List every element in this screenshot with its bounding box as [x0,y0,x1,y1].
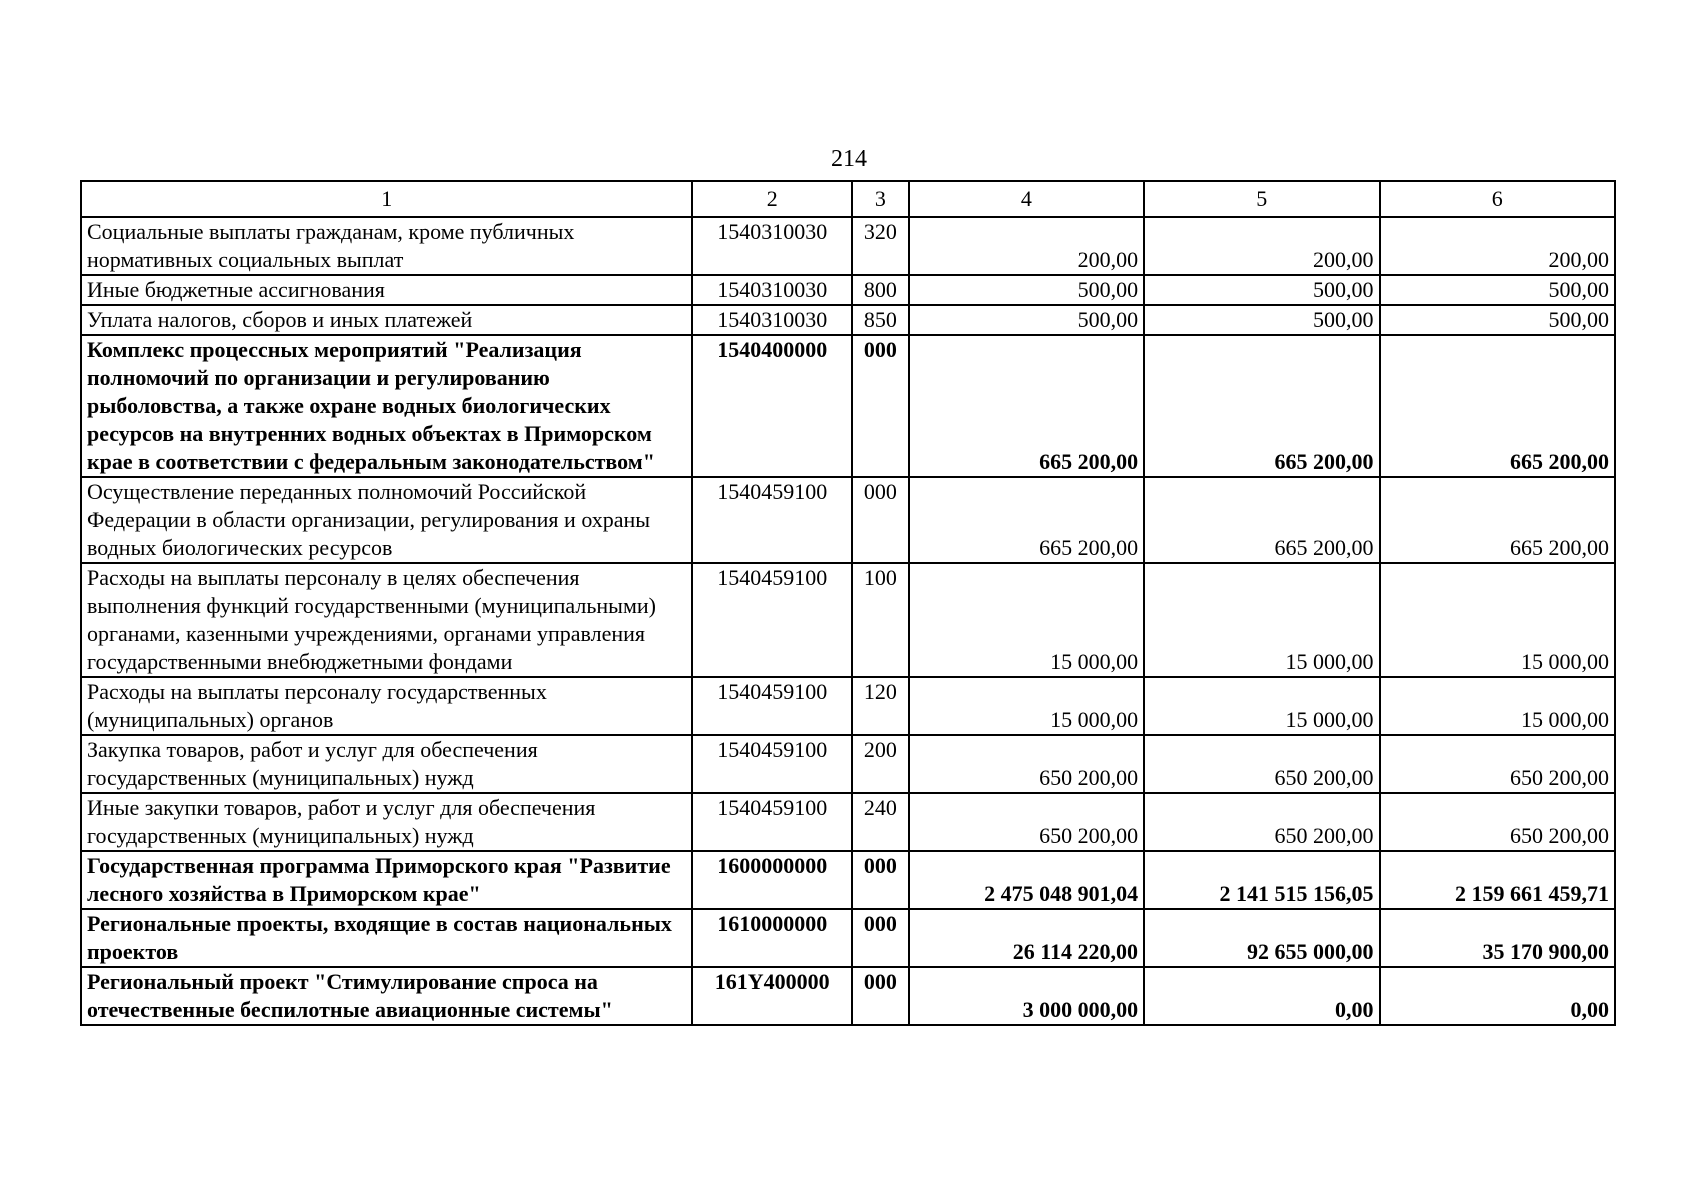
row-value-col5-cell: 15 000,00 [1144,563,1379,677]
row-value-col5-cell: 665 200,00 [1144,477,1379,563]
row-name-cell: Уплата налогов, сборов и иных платежей [81,305,692,335]
table-row [81,217,1615,275]
table-row [81,477,1615,563]
row-value-col4-cell: 665 200,00 [909,477,1144,563]
row-value-col5-cell: 200,00 [1144,217,1379,275]
row-name-cell: Комплекс процессных мероприятий "Реализация полномочий по организации и регулированию рыболовства, а также охране водных биологических ресурсов на внутренних водных объектах в Приморском крае в соответствии с федеральным законодательством" [81,335,692,477]
table-row [81,967,1615,1025]
row-name-cell: Закупка товаров, работ и услуг для обеспечения государственных (муниципальных) нужд [81,735,692,793]
row-name-cell: Иные бюджетные ассигнования [81,275,692,305]
row-name-cell: Расходы на выплаты персоналу в целях обеспечения выполнения функций государственными (муниципальными) органами, казенными учреждениями, органами управления государственными внебюджетными фондами [81,563,692,677]
row-name-cell: Региональные проекты, входящие в состав национальных проектов [81,909,692,967]
row-code-cell: 161Y400000 [692,967,852,1025]
row-value-col5-cell: 650 200,00 [1144,735,1379,793]
row-value-col4-cell: 650 200,00 [909,793,1144,851]
row-value-col6-cell: 200,00 [1380,217,1615,275]
row-name-cell: Региональный проект "Стимулирование спроса на отечественные беспилотные авиационные системы" [81,967,692,1025]
row-expense-type-cell: 100 [852,563,909,677]
row-code-cell: 1540310030 [692,217,852,275]
column-header: 6 [1380,181,1615,217]
row-value-col5-cell: 665 200,00 [1144,335,1379,477]
row-value-col6-cell: 0,00 [1380,967,1615,1025]
row-expense-type-cell: 000 [852,335,909,477]
row-value-col5-cell: 500,00 [1144,275,1379,305]
row-expense-type-cell: 320 [852,217,909,275]
row-value-col4-cell: 500,00 [909,275,1144,305]
row-value-col6-cell: 665 200,00 [1380,477,1615,563]
row-expense-type-cell: 120 [852,677,909,735]
row-code-cell: 1610000000 [692,909,852,967]
budget-table [80,180,1616,1026]
row-value-col5-cell: 92 655 000,00 [1144,909,1379,967]
column-header: 3 [852,181,909,217]
row-value-col6-cell: 2 159 661 459,71 [1380,851,1615,909]
row-value-col6-cell: 35 170 900,00 [1380,909,1615,967]
row-value-col6-cell: 650 200,00 [1380,793,1615,851]
row-value-col4-cell: 26 114 220,00 [909,909,1144,967]
column-number-row [81,181,1615,217]
table-row [81,275,1615,305]
row-code-cell: 1540459100 [692,563,852,677]
column-header: 5 [1144,181,1379,217]
row-value-col6-cell: 500,00 [1380,275,1615,305]
table-row [81,677,1615,735]
table-row [81,735,1615,793]
row-expense-type-cell: 800 [852,275,909,305]
row-value-col5-cell: 15 000,00 [1144,677,1379,735]
row-value-col4-cell: 15 000,00 [909,563,1144,677]
row-code-cell: 1540400000 [692,335,852,477]
table-row [81,563,1615,677]
row-code-cell: 1540459100 [692,793,852,851]
row-expense-type-cell: 000 [852,909,909,967]
column-header: 2 [692,181,852,217]
table-row [81,851,1615,909]
row-name-cell: Осуществление переданных полномочий Российской Федерации в области организации, регулирования и охраны водных биологических ресурсов [81,477,692,563]
page-number: 214 [831,146,867,172]
row-value-col4-cell: 500,00 [909,305,1144,335]
row-value-col4-cell: 2 475 048 901,04 [909,851,1144,909]
row-name-cell: Государственная программа Приморского края "Развитие лесного хозяйства в Приморском крае" [81,851,692,909]
table-body [81,217,1615,1025]
row-code-cell: 1600000000 [692,851,852,909]
row-value-col4-cell: 15 000,00 [909,677,1144,735]
row-expense-type-cell: 200 [852,735,909,793]
row-value-col6-cell: 500,00 [1380,305,1615,335]
row-expense-type-cell: 000 [852,967,909,1025]
table-row [81,909,1615,967]
row-expense-type-cell: 850 [852,305,909,335]
row-value-col5-cell: 0,00 [1144,967,1379,1025]
row-value-col4-cell: 665 200,00 [909,335,1144,477]
row-value-col4-cell: 3 000 000,00 [909,967,1144,1025]
row-value-col5-cell: 2 141 515 156,05 [1144,851,1379,909]
row-name-cell: Иные закупки товаров, работ и услуг для обеспечения государственных (муниципальных) нужд [81,793,692,851]
row-value-col6-cell: 15 000,00 [1380,563,1615,677]
row-code-cell: 1540310030 [692,305,852,335]
row-name-cell: Социальные выплаты гражданам, кроме публичных нормативных социальных выплат [81,217,692,275]
row-name-cell: Расходы на выплаты персоналу государственных (муниципальных) органов [81,677,692,735]
row-value-col6-cell: 665 200,00 [1380,335,1615,477]
table-row [81,793,1615,851]
table-row [81,335,1615,477]
row-code-cell: 1540459100 [692,477,852,563]
column-header: 4 [909,181,1144,217]
row-expense-type-cell: 240 [852,793,909,851]
row-code-cell: 1540459100 [692,677,852,735]
row-code-cell: 1540459100 [692,735,852,793]
row-value-col5-cell: 500,00 [1144,305,1379,335]
row-value-col6-cell: 650 200,00 [1380,735,1615,793]
row-value-col5-cell: 650 200,00 [1144,793,1379,851]
row-value-col6-cell: 15 000,00 [1380,677,1615,735]
row-code-cell: 1540310030 [692,275,852,305]
table-row [81,305,1615,335]
row-expense-type-cell: 000 [852,851,909,909]
row-expense-type-cell: 000 [852,477,909,563]
row-value-col4-cell: 650 200,00 [909,735,1144,793]
row-value-col4-cell: 200,00 [909,217,1144,275]
column-header: 1 [81,181,692,217]
